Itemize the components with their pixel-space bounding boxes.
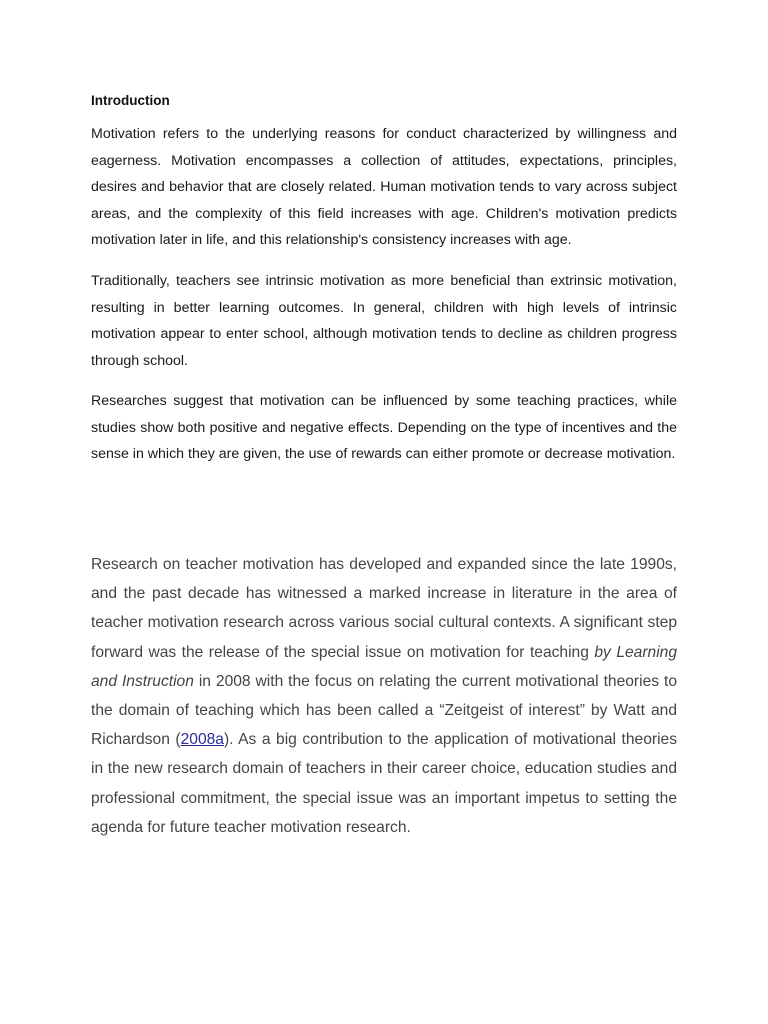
research-text-part-3: ). As a big contribution to the application of motivational theories in the new research domain of teachers in their career choice, education studies and professional commitment, the special issue was an important impetus to setting the agenda for future teacher motivation research.	[91, 731, 678, 836]
citation-link-2008a[interactable]: 2008a	[180, 731, 224, 749]
section-heading: Introduction	[91, 93, 170, 108]
paragraph-motivation-definition: Motivation refers to the underlying reasons for conduct characterized by willingness and eagerness. Motivation encompasses a collection of attitudes, expectations, principles, desires and behavior that are closely related. Human motivation tends to vary across subject areas, and the complexity of this field increases with age. Children's motivation predicts motivation later in life, and this relationship's consistency increases with age.	[91, 126, 677, 249]
paragraph-teaching-practices: Researches suggest that motivation can be influenced by some teaching practices, while studies show both positive and negative effects. Depending on the type of incentives and the sense in which they are given, the use of rewards can either promote or decrease motivation.	[91, 393, 677, 463]
paragraph-intrinsic-motivation: Traditionally, teachers see intrinsic motivation as more beneficial than extrinsic motivation, resulting in better learning outcomes. In general, children with high levels of intrinsic motivation appear to enter school, although motivation tends to decline as children progress through school.	[91, 273, 677, 369]
journal-title: by Learning and Instruction	[91, 643, 678, 690]
paragraph-teacher-motivation-research	[91, 550, 677, 842]
research-text-part-2: in 2008 with the focus on relating the current motivational theories to the domain of teaching which has been called a “Zeitgeist of interest” by Watt and Richardson (	[91, 672, 677, 749]
research-text-part-1: Research on teacher motivation has developed and expanded since the late 1990s, and the past decade has witnessed a marked increase in literature in the area of teacher motivation research across various social cultural contexts. A significant step forward was the release of the special issue on motivation for teaching	[91, 556, 677, 661]
